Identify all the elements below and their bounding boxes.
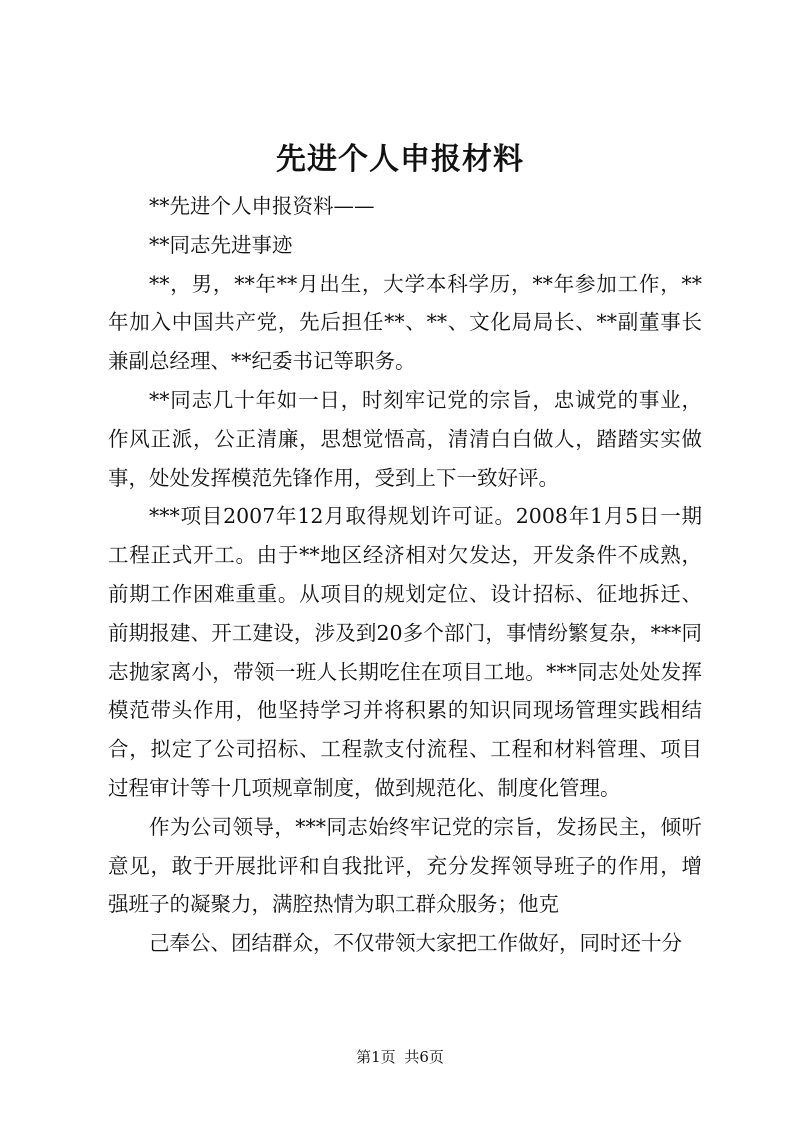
paragraph-1: **先进个人申报资料—— (149, 194, 375, 218)
page-total: 共6页 (404, 1048, 444, 1066)
paragraph-3: **，男，**年**月出生，大学本科学历，**年参加工作，**年加入中国共产党，先后担任**、**、文化局局长、**副董事长兼副总经理、**纪委书记等职务。 (108, 271, 702, 374)
paragraph-4: **同志几十年如一日，时刻牢记党的宗旨，忠诚党的事业，作风正派，公正清廉，思想觉悟高，清清白白做人，踏踏实实做事，处处发挥模范先锋作用，受到上下一致好评。 (108, 387, 702, 490)
page-footer (0, 1047, 800, 1067)
paragraph-7: 己奉公、团结群众，不仅带领大家把工作做好，同时还十分 (149, 931, 682, 956)
paragraph-6: 作为公司领导，***同志始终牢记党的宗旨，发扬民主，倾听意见，敢于开展批评和自我批评，充分发挥领导班子的作用，增强班子的凝聚力，满腔热情为职工群众服务；他克 (108, 814, 702, 917)
paragraph-5: ***项目2007年12月取得规划许可证。2008年1月5日一期工程正式开工。由于**地区经济相对欠发达，开发条件不成熟，前期工作困难重重。从项目的规划定位、设计招标、征地拆迁、前期报建、开工建设，涉及到20多个部门，事情纷繁复杂，***同志抛家离小，带领一班人长期吃住在项目工地。***同志处处发挥模范带头作用，他坚持学习并将积累的知识同现场管理实践相结合，拟定了公司招标、工程款支付流程、工程和材料管理、项目过程审计等十几项规章制度，做到规范化、制度化管理。 (108, 504, 702, 800)
page-number: 第1页 (356, 1048, 396, 1066)
document-title: 先进个人申报材料 (276, 142, 524, 177)
document-body (108, 187, 702, 963)
paragraph-2: **同志先进事迹 (149, 232, 293, 257)
